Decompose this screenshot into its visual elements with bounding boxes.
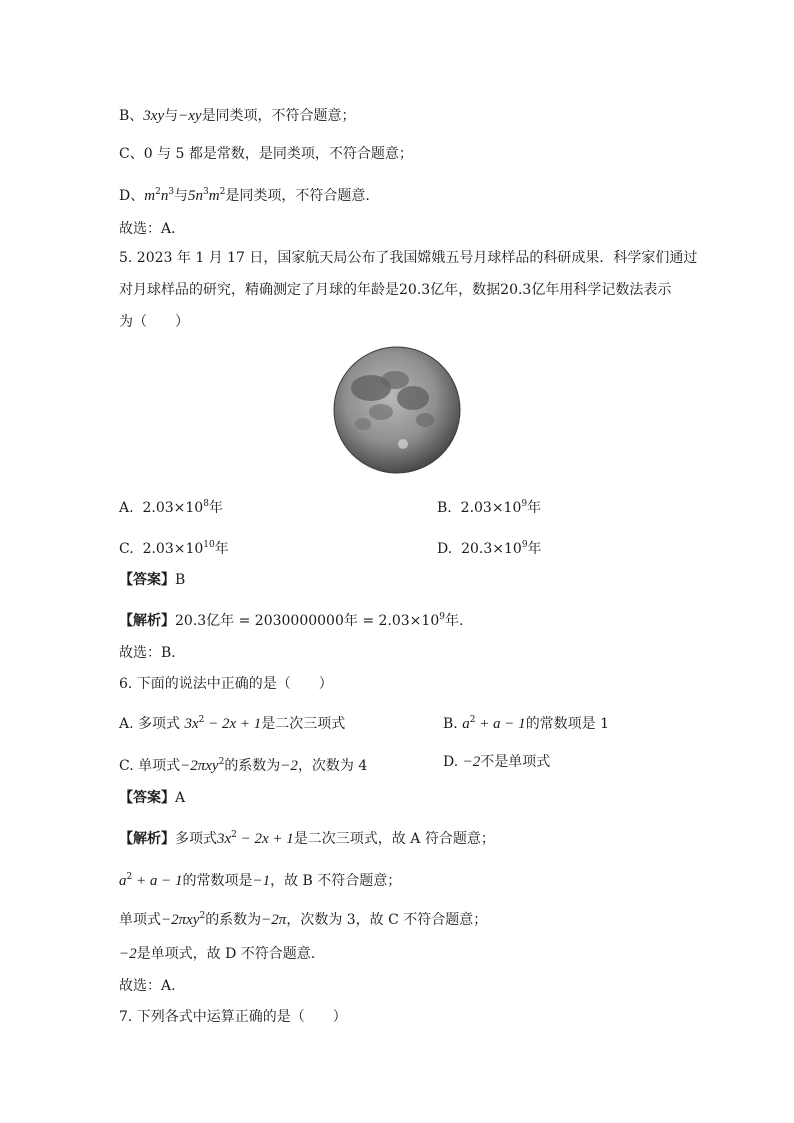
text: ，次数为 3，故 C 不符合题意； [286, 912, 488, 928]
text: 年 [208, 500, 223, 516]
q5-stem-line3: 为（ ） [119, 314, 189, 330]
math: + a − 1 [475, 716, 526, 732]
q5-analysis [119, 607, 463, 631]
q5-option-c[interactable] [119, 535, 229, 559]
option-label: C. [119, 541, 134, 557]
math: − 2x + 1 [236, 831, 294, 847]
q4-choose: 故选：A． [119, 221, 186, 237]
option-label: B. [437, 500, 452, 516]
text: 20.3亿年 = 2030000000年 = 2.03×10 [175, 613, 440, 629]
q5-stem-line1: 5. 2023 年 1 月 17 日，国家航天局公布了我国嫦娥五号月球样品的科研成果．科学家们通过 [119, 250, 698, 266]
answer-value: A [175, 790, 186, 806]
exponent: 2 [155, 187, 161, 197]
math: a [462, 716, 470, 732]
answer-value: B [175, 572, 186, 588]
text: 年. [444, 613, 464, 629]
text: 年 [214, 541, 229, 557]
math: 3xy [143, 108, 165, 124]
math: −1 [252, 873, 271, 889]
exponent: 9 [521, 540, 528, 550]
text: C. 单项式 [119, 758, 181, 774]
exponent: 2 [218, 757, 225, 767]
text: 年 [527, 500, 542, 516]
q6-analysis-line1 [119, 825, 495, 849]
math: − 2x + 1 [204, 716, 262, 732]
text: 与 [164, 108, 179, 124]
answer-tag: 【答案】 [119, 790, 175, 806]
exponent: 2 [231, 830, 237, 840]
exponent: 8 [203, 499, 209, 509]
q5-option-b[interactable] [437, 494, 541, 518]
text: 的常数项是 1 [525, 716, 610, 732]
text: 的系数为 [205, 912, 262, 928]
q5-option-a[interactable] [119, 494, 223, 518]
text: 是二次三项式 [261, 716, 346, 732]
q7-stem: 7. 下列各式中运算正确的是（ ） [119, 1009, 347, 1025]
math: −xy [178, 108, 202, 124]
exponent: 2 [219, 187, 226, 197]
text: 的系数为 [224, 758, 281, 774]
math: 3x [217, 831, 232, 847]
exponent: 3 [168, 187, 175, 197]
q6-choose: 故选：A. [119, 978, 176, 994]
text: D、 [119, 188, 145, 204]
q4-option-c-analysis: C、0 与 5 都是常数，是同类项，不符合题意； [119, 146, 413, 162]
math: 2.03×10 [142, 541, 204, 557]
q5-option-d[interactable] [437, 535, 542, 559]
option-label: A. [119, 500, 134, 516]
math: −2 [280, 758, 298, 774]
text: ，故 B 不符合题意； [270, 873, 402, 889]
exponent: 2 [199, 911, 206, 921]
q6-option-d[interactable] [443, 752, 550, 772]
analysis-tag: 【解析】 [119, 831, 175, 847]
text: 是同类项，不符合题意； [201, 108, 356, 124]
q6-analysis-line4 [119, 944, 315, 964]
q5-choose: 故选：B． [119, 645, 186, 661]
math: a [119, 873, 127, 889]
math: −2πxy [180, 758, 219, 774]
text: B、 [119, 108, 144, 124]
q4-option-b-analysis [119, 106, 356, 126]
exponent: 2 [198, 715, 205, 725]
text: 多项式 [175, 831, 217, 847]
option-label: D. [437, 541, 453, 557]
exponent: 10 [203, 540, 215, 550]
math: 20.3×10 [461, 541, 522, 557]
exponent: 2 [126, 872, 133, 882]
text: 是单项式，故 D 不符合题意. [136, 946, 316, 962]
text: ，次数为 4 [297, 758, 368, 774]
math: −2π [261, 912, 287, 928]
text: 是二次三项式，故 A 符合题意； [293, 831, 495, 847]
q6-option-a[interactable] [119, 710, 345, 734]
math: −2πxy [161, 912, 200, 928]
math: m [208, 188, 220, 204]
q4-option-d-analysis [119, 182, 370, 206]
q6-option-c[interactable] [119, 752, 367, 776]
math: 5n [188, 188, 204, 204]
exponent: 2 [469, 715, 476, 725]
text: 年 [527, 541, 542, 557]
q5-stem-line2: 对月球样品的研究，精确测定了月球的年龄是20.3亿年，数据20.3亿年用科学记数法表示 [119, 282, 672, 298]
math: −2 [119, 946, 137, 962]
analysis-tag: 【解析】 [119, 613, 175, 629]
math: 2.03×10 [142, 500, 204, 516]
math: n [160, 188, 169, 204]
text: B. [443, 716, 463, 732]
q6-option-b[interactable] [443, 710, 609, 734]
q6-answer [119, 788, 185, 808]
math: + a − 1 [132, 873, 183, 889]
text: A. 多项式 [119, 716, 185, 732]
math: −2 [462, 754, 481, 770]
text: 不是单项式 [480, 754, 551, 770]
text: 单项式 [119, 912, 161, 928]
exponent: 9 [439, 612, 445, 622]
q5-answer [119, 570, 185, 590]
text: D. [443, 754, 463, 770]
math: 2.03×10 [460, 500, 522, 516]
exponent: 9 [521, 499, 528, 509]
exponent: 3 [203, 187, 209, 197]
text: 的常数项是 [182, 873, 253, 889]
text: 与 [174, 188, 189, 204]
q6-analysis-line3 [119, 906, 487, 930]
moon-image [333, 346, 461, 474]
q6-stem: 6. 下面的说法中正确的是（ ） [119, 676, 333, 692]
math: m [144, 188, 156, 204]
q6-analysis-line2 [119, 867, 401, 891]
text: 是同类项，不符合题意. [225, 188, 370, 204]
math: 3x [184, 716, 199, 732]
answer-tag: 【答案】 [119, 572, 175, 588]
